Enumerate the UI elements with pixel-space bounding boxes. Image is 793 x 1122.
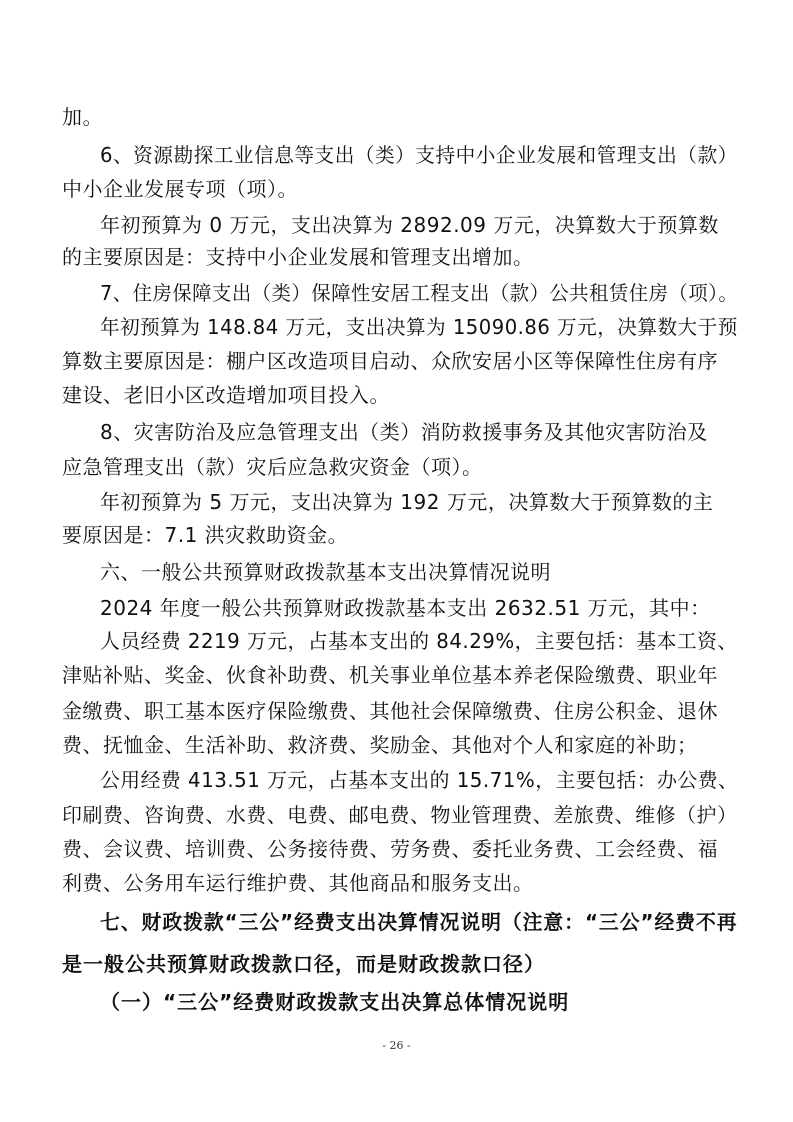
text-line-16: 津贴补贴、奖金、伙食补助费、机关事业单位基本养老保险缴费、职业年	[62, 663, 718, 687]
text-line-3: 中小企业发展专项（项）。	[62, 177, 298, 201]
text-line-6: 7、住房保障支出（类）保障性安居工程支出（款）公共租赁住房（项）。	[100, 281, 739, 305]
text-line-7: 年初预算为 148.84 万元，支出决算为 15090.86 万元，决算数大于预	[100, 315, 738, 339]
text-line-21: 费、会议费、培训费、公务接待费、劳务费、委托业务费、工会经费、福	[62, 837, 718, 861]
text-line-12: 年初预算为 5 万元，支出决算为 192 万元，决算数大于预算数的主	[100, 490, 714, 514]
text-line-15: 人员经费 2219 万元，占基本支出的 84.29%，主要包括：基本工资、	[100, 629, 738, 653]
section-heading-7: 七、财政拨款“三公”经费支出决算情况说明（注意：“三公”经费不再	[100, 910, 738, 934]
text-line-8: 算数主要原因是：棚户区改造项目启动、众欣安居小区等保障性住房有序	[62, 349, 718, 373]
section-heading-6: 六、一般公共预算财政拨款基本支出决算情况说明	[100, 560, 551, 584]
text-line-22: 利费、公务用车运行维护费、其他商品和服务支出。	[62, 871, 534, 895]
text-line-18: 费、抚恤金、生活补助、救济费、奖励金、其他对个人和家庭的补助；	[62, 733, 698, 757]
text-line-13: 要原因是：7.1 洪灾救助资金。	[62, 523, 349, 547]
text-line-5: 的主要原因是：支持中小企业发展和管理支出增加。	[62, 245, 534, 269]
text-line-2: 6、资源勘探工业信息等支出（类）支持中小企业发展和管理支出（款）	[100, 143, 738, 167]
text-line-10: 8、灾害防治及应急管理支出（类）消防救援事务及其他灾害防治及	[100, 420, 708, 444]
text-line-19: 公用经费 413.51 万元，占基本支出的 15.71%，主要包括：办公费、	[100, 768, 739, 792]
text-line-4: 年初预算为 0 万元，支出决算为 2892.09 万元，决算数大于预算数	[100, 213, 719, 237]
text-line-17: 金缴费、职工基本医疗保险缴费、其他社会保障缴费、住房公积金、退休	[62, 699, 718, 723]
text-line-1: 加。	[62, 105, 103, 129]
section-heading-7-continued: 是一般公共预算财政拨款口径，而是财政拨款口径）	[62, 952, 545, 976]
subsection-heading-1: （一）“三公”经费财政拨款支出决算总体情况说明	[100, 990, 570, 1014]
text-line-14: 2024 年度一般公共预算财政拨款基本支出 2632.51 万元，其中：	[100, 596, 711, 620]
page-number: - 26 -	[382, 1039, 411, 1052]
text-line-20: 印刷费、咨询费、水费、电费、邮电费、物业管理费、差旅费、维修（护）	[62, 803, 738, 827]
text-line-9: 建设、老旧小区改造增加项目投入。	[62, 383, 390, 407]
text-line-11: 应急管理支出（款）灾后应急救灾资金（项）。	[62, 455, 483, 479]
